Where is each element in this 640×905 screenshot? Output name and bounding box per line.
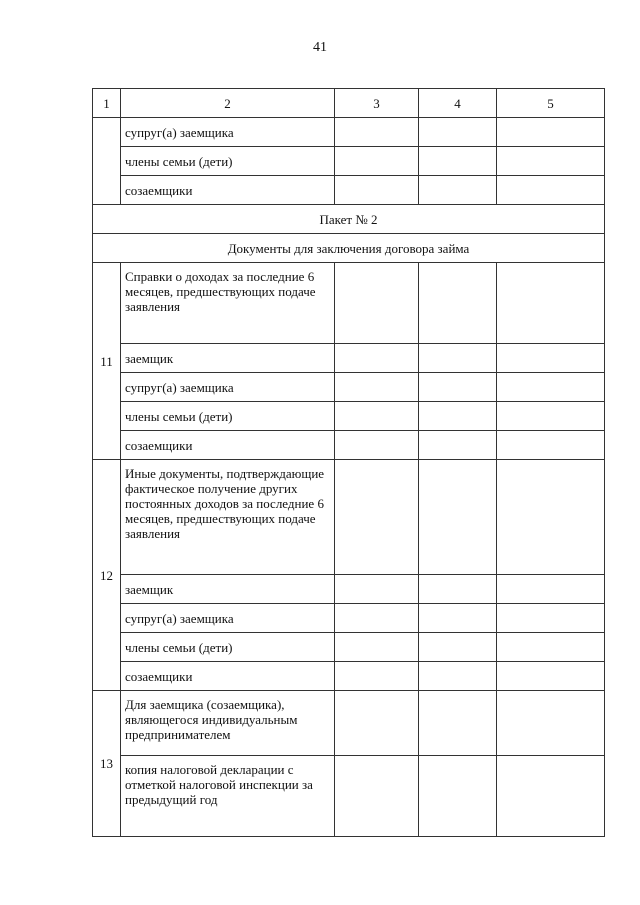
column-header-3: 3 [335,89,419,118]
table-row [93,147,605,176]
table-row [93,344,605,373]
empty-cell [335,373,419,402]
empty-cell [419,662,497,691]
column-header-1: 1 [93,89,121,118]
empty-cell [497,431,605,460]
table-row [93,431,605,460]
empty-cell [497,691,605,756]
table-row [93,691,605,756]
table-row [93,604,605,633]
empty-cell [419,604,497,633]
empty-cell [497,176,605,205]
empty-cell [335,460,419,575]
empty-cell [335,118,419,147]
section-title: Документы для заключения договора займа [93,234,605,263]
empty-cell [419,756,497,837]
empty-cell [497,633,605,662]
column-header-2: 2 [121,89,335,118]
table-row [93,633,605,662]
column-header-4: 4 [419,89,497,118]
empty-cell [419,402,497,431]
empty-cell [497,756,605,837]
empty-cell [419,575,497,604]
row-label: супруг(а) заемщика [121,604,335,633]
table-row [93,263,605,344]
empty-cell [419,691,497,756]
documents-table [92,88,605,837]
row-label: созаемщики [121,431,335,460]
empty-cell [497,118,605,147]
empty-cell [335,575,419,604]
page-number: 41 [313,40,327,55]
empty-cell [335,344,419,373]
empty-cell [497,147,605,176]
row-label: заемщик [121,575,335,604]
package-row [93,205,605,234]
empty-cell [335,604,419,633]
empty-cell [419,431,497,460]
empty-cell [335,756,419,837]
row-label: созаемщики [121,662,335,691]
table-row [93,402,605,431]
empty-cell [419,118,497,147]
group-number: 12 [93,460,121,691]
row-number-cell [93,118,121,205]
empty-cell [419,263,497,344]
table-row [93,373,605,402]
table-row [93,756,605,837]
row-label: члены семьи (дети) [121,402,335,431]
empty-cell [497,263,605,344]
empty-cell [335,431,419,460]
empty-cell [497,662,605,691]
table-row [93,176,605,205]
table-row [93,662,605,691]
empty-cell [419,344,497,373]
column-header-5: 5 [497,89,605,118]
row-label: копия налоговой декларации с отметкой налоговой инспекции за предыдущий год [121,756,335,837]
group-title: Иные документы, подтверждающие фактическое получение других постоянных доходов за последние 6 месяцев, предшествующих подаче заявления [121,460,335,575]
empty-cell [419,460,497,575]
empty-cell [335,402,419,431]
empty-cell [335,691,419,756]
empty-cell [497,575,605,604]
section-row [93,234,605,263]
row-label: супруг(а) заемщика [121,118,335,147]
table-header-row [93,89,605,118]
empty-cell [335,662,419,691]
package-title: Пакет № 2 [93,205,605,234]
empty-cell [335,176,419,205]
empty-cell [497,344,605,373]
row-label: созаемщики [121,176,335,205]
empty-cell [497,460,605,575]
group-title: Справки о доходах за последние 6 месяцев, предшествующих подаче заявления [121,263,335,344]
empty-cell [335,263,419,344]
empty-cell [419,633,497,662]
empty-cell [419,176,497,205]
group-number: 13 [93,691,121,837]
empty-cell [419,147,497,176]
row-label: заемщик [121,344,335,373]
row-label: члены семьи (дети) [121,147,335,176]
empty-cell [419,373,497,402]
empty-cell [497,402,605,431]
empty-cell [497,373,605,402]
group-title: Для заемщика (созаемщика), являющегося индивидуальным предпринимателем [121,691,335,756]
table-row [93,118,605,147]
row-label: супруг(а) заемщика [121,373,335,402]
table-row [93,575,605,604]
empty-cell [335,633,419,662]
empty-cell [497,604,605,633]
group-number: 11 [93,263,121,460]
empty-cell [335,147,419,176]
table-row [93,460,605,575]
row-label: члены семьи (дети) [121,633,335,662]
